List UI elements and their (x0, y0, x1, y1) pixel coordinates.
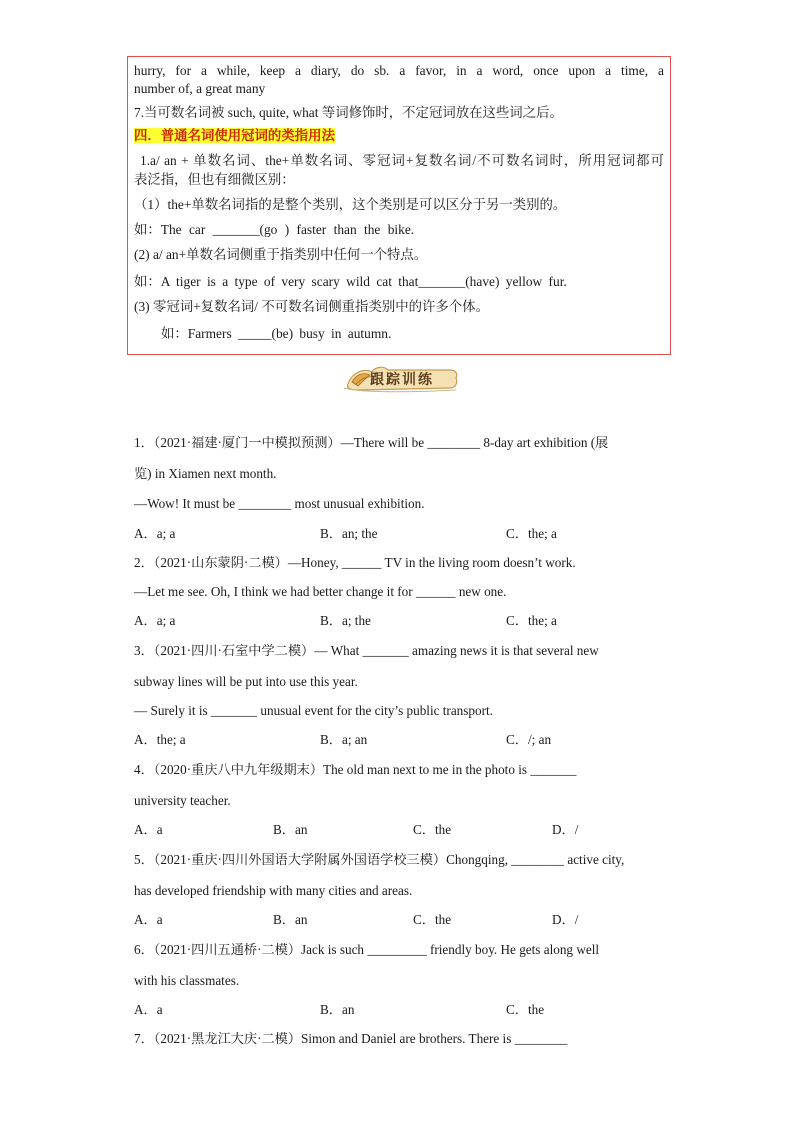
question-5-option-c[interactable]: C．the (413, 912, 452, 927)
question-5-option-d[interactable]: D．/ (552, 912, 579, 927)
question-4-option-b[interactable]: B．an (273, 822, 308, 837)
question-6-option-b[interactable]: B．an (320, 1002, 355, 1017)
question-1-option-c[interactable]: C．the; a (506, 526, 557, 541)
question-3-line-2: subway lines will be put into use this year. (134, 674, 358, 689)
question-1-line-1: 1．（2021·福建·厦门一中模拟预测）—There will be ________ 8-day art exhibition (展 (134, 435, 609, 450)
note-line-3: 7.当可数名词被 such, quite, what 等词修饰时，不定冠词放在这些词之后。 (134, 105, 563, 120)
question-3-line-3: — Surely it is _______ unusual event for the city’s public transport. (134, 703, 493, 718)
question-2-option-a[interactable]: A．a; a (134, 613, 176, 628)
question-2-option-c[interactable]: C．the; a (506, 613, 557, 628)
question-5-option-b[interactable]: B．an (273, 912, 308, 927)
note-line-9: (2) a/ an+单数名词侧重于指类别中任何一个特点。 (134, 247, 428, 262)
question-6-option-a[interactable]: A．a (134, 1002, 163, 1017)
question-2-line-1: 2．（2021·山东蒙阴·二模）—Honey, ______ TV in the living room doesn’t work. (134, 555, 576, 570)
question-5-line-2: has developed friendship with many cities and areas. (134, 883, 413, 898)
question-1-option-a[interactable]: A．a; a (134, 526, 176, 541)
question-4-option-c[interactable]: C．the (413, 822, 452, 837)
note-line-5-text: 1.a/ an + 单数名词、the+单数名词、零冠词+复数名词/不可数名词时，所用冠词都可 (140, 153, 664, 168)
example-line-2: 如：A tiger is a type of very scary wild cat that_______(have) yellow fur. (134, 274, 567, 289)
note-line-2: number of, a great many (134, 81, 266, 96)
question-4-line-1: 4．（2020·重庆八中九年级期末）The old man next to me in the photo is _______ (134, 762, 577, 777)
example-line-3: 如：Farmers _____(be) busy in autumn. (161, 326, 392, 341)
question-6-option-c[interactable]: C．the (506, 1002, 545, 1017)
question-6-line-1: 6．（2021·四川五通桥·二模）Jack is such _________ friendly boy. He gets along well (134, 942, 600, 957)
note-line-1 (134, 62, 664, 80)
note-line-6: 表泛指，但也有细微区别： (134, 172, 295, 187)
question-2-line-2: —Let me see. Oh, I think we had better change it for ______ new one. (134, 584, 507, 599)
question-3-option-c[interactable]: C．/; an (506, 732, 552, 747)
note-line-5 (140, 152, 664, 170)
note-line-11: (3) 零冠词+复数名词/ 不可数名词侧重指类别中的许多个体。 (134, 299, 489, 314)
question-4-option-d[interactable]: D．/ (552, 822, 579, 837)
note-line-1-text: hurry, for a while, keep a diary, do sb. a favor, in a word, once upon a time, a (134, 63, 664, 78)
section-heading-text: 四．普通名词使用冠词的类指用法 (134, 128, 335, 143)
section-banner-title: 跟踪训练 (370, 372, 434, 388)
question-7-line-1: 7．（2021·黑龙江大庆·二模）Simon and Daniel are brothers. There is ________ (134, 1031, 568, 1046)
question-1-line-2: 览) in Xiamen next month. (134, 466, 277, 481)
question-1-option-b[interactable]: B．an; the (320, 526, 378, 541)
example-line-1: 如：The car _______(go ) faster than the bike. (134, 222, 415, 237)
question-4-option-a[interactable]: A．a (134, 822, 163, 837)
question-2-option-b[interactable]: B．a; the (320, 613, 371, 628)
note-line-7: （1）the+单数名词指的是整个类别，这个类别是可以区分于另一类别的。 (134, 197, 567, 212)
question-3-option-a[interactable]: A．the; a (134, 732, 186, 747)
question-5-option-a[interactable]: A．a (134, 912, 163, 927)
question-3-option-b[interactable]: B．a; an (320, 732, 368, 747)
question-3-line-1: 3．（2021·四川·石室中学二模）— What _______ amazing news it is that several new (134, 643, 599, 658)
question-5-line-1: 5．（2021·重庆·四川外国语大学附属外国语学校三模）Chongqing, ________ active city, (134, 852, 625, 867)
question-1-line-3: —Wow! It must be ________ most unusual exhibition. (134, 496, 425, 511)
question-6-line-2: with his classmates. (134, 973, 240, 988)
section-heading (134, 127, 335, 145)
question-4-line-2: university teacher. (134, 793, 231, 808)
